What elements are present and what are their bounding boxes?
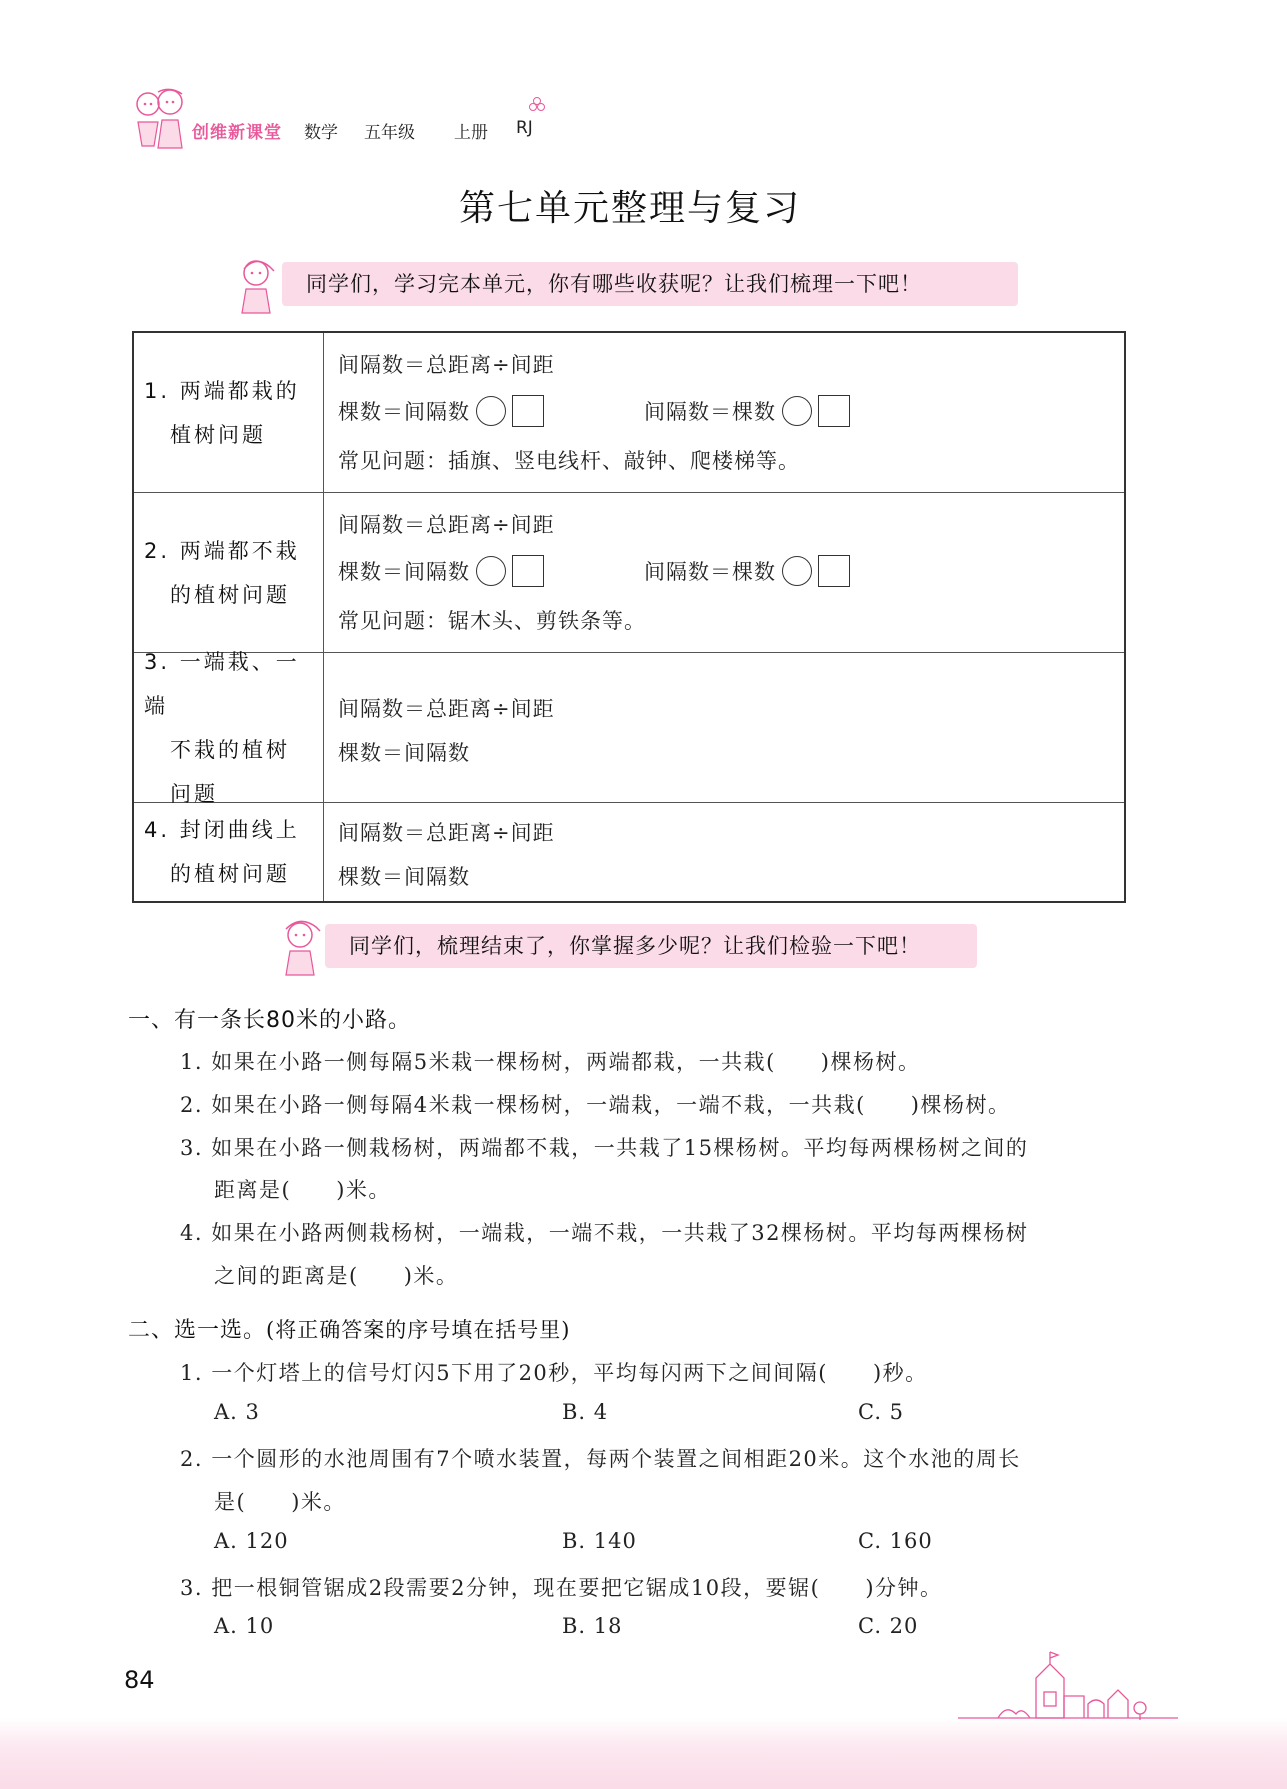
number-blank[interactable] (512, 395, 544, 427)
row-heading-line: 2. 两端都不栽 (144, 538, 300, 563)
formula-interval-count: 间隔数＝总距离÷间距 (338, 513, 555, 537)
intro-banner (282, 262, 1018, 306)
row-heading-line: 植树问题 (170, 422, 266, 447)
option-a[interactable]: A. 120 (214, 1529, 289, 1553)
option-c[interactable]: C. 5 (858, 1400, 905, 1424)
row-heading (134, 803, 324, 901)
question-text: 3. 如果在小路一侧栽杨树，两端都不栽，一共栽了15棵杨树。平均每两棵杨树之间的 (180, 1136, 1029, 1160)
page-header (128, 86, 558, 158)
question-text: 2. 如果在小路一侧每隔4米栽一棵杨树，一端栽，一端不栽，一共栽( )棵杨树。 (180, 1093, 1011, 1117)
formula-tree-count: 棵数＝间隔数 (338, 741, 470, 765)
question-text: 1. 如果在小路一侧每隔5米栽一棵杨树，两端都栽，一共栽( )棵杨树。 (180, 1050, 921, 1074)
formula-interval-count: 间隔数＝总距离÷间距 (338, 353, 555, 377)
edition-label: RJ (516, 118, 533, 138)
student-mascot-icon (276, 917, 326, 981)
option-b[interactable]: B. 140 (562, 1529, 637, 1553)
table-row (134, 333, 1124, 493)
row-heading-line: 问题 (170, 781, 218, 806)
operator-blank[interactable] (782, 556, 812, 586)
formula-tree-count: 棵数＝间隔数 (338, 865, 470, 889)
formula-interval-count: 间隔数＝总距离÷间距 (338, 821, 555, 845)
kids-mascot-icon (128, 86, 190, 156)
question-text: 距离是( )米。 (214, 1178, 391, 1202)
row-heading (134, 333, 324, 492)
operator-blank[interactable] (782, 396, 812, 426)
common-problems: 常见问题：锯木头、剪铁条等。 (338, 609, 646, 633)
castle-decoration-icon (958, 1644, 1178, 1724)
section-heading-text: 二、选一选。 (128, 1318, 267, 1343)
check-banner (325, 924, 977, 968)
row-heading (134, 493, 324, 652)
table-row (134, 803, 1124, 901)
option-a[interactable]: A. 10 (214, 1614, 275, 1638)
formula-text: 间隔数＝棵数 (644, 400, 776, 424)
footer-band (0, 1718, 1287, 1789)
operator-blank[interactable] (476, 556, 506, 586)
row-heading-line: 1. 两端都栽的 (144, 378, 300, 403)
question-text: 是( )米。 (214, 1490, 346, 1514)
question-text: 1. 一个灯塔上的信号灯闪5下用了20秒，平均每闪两下之间间隔( )秒。 (180, 1361, 928, 1385)
row-heading-line: 的植树问题 (170, 862, 290, 886)
page-number: 84 (124, 1666, 155, 1694)
question-text: 之间的距离是( )米。 (214, 1264, 459, 1288)
subject-label: 数学 (304, 123, 338, 143)
option-a[interactable]: A. 3 (214, 1400, 260, 1424)
option-b[interactable]: B. 18 (562, 1614, 623, 1638)
grade-label: 五年级 (364, 123, 415, 143)
number-blank[interactable] (818, 395, 850, 427)
formula-text: 棵数＝间隔数 (338, 560, 470, 584)
volume-label: 上册 (454, 123, 488, 143)
number-blank[interactable] (512, 555, 544, 587)
row-heading-line: 不栽的植树 (170, 737, 290, 762)
section-note: (将正确答案的序号填在括号里) (266, 1318, 571, 1342)
table-row (134, 493, 1124, 653)
option-c[interactable]: C. 20 (858, 1614, 919, 1638)
student-mascot-icon (232, 255, 282, 319)
page-title: 第七单元整理与复习 (458, 188, 801, 229)
formula-tree-count (338, 395, 544, 427)
row-heading (134, 649, 324, 806)
formula-interval-from-trees (644, 555, 850, 587)
common-problems: 常见问题：插旗、竖电线杆、敲钟、爬楼梯等。 (338, 449, 800, 473)
flower-icon (528, 96, 546, 114)
formula-interval-from-trees (644, 395, 850, 427)
section-heading: 一、有一条长80米的小路。 (128, 1008, 411, 1033)
formula-text: 棵数＝间隔数 (338, 400, 470, 424)
formula-text: 间隔数＝棵数 (644, 560, 776, 584)
check-banner-text: 同学们，梳理结束了，你掌握多少呢？让我们检验一下吧！ (349, 934, 921, 958)
question-text: 3. 把一根铜管锯成2段需要2分钟，现在要把它锯成10段，要锯( )分钟。 (180, 1576, 943, 1600)
row-heading-line: 4. 封闭曲线上 (144, 818, 300, 842)
section-heading (128, 1313, 570, 1344)
summary-table (132, 331, 1126, 903)
intro-banner-text: 同学们，学习完本单元，你有哪些收获呢？让我们梳理一下吧！ (306, 272, 922, 296)
option-c[interactable]: C. 160 (858, 1529, 933, 1553)
question-text: 2. 一个圆形的水池周围有7个喷水装置，每两个装置之间相距20米。这个水池的周长 (180, 1447, 1021, 1471)
number-blank[interactable] (818, 555, 850, 587)
formula-interval-count: 间隔数＝总距离÷间距 (338, 697, 555, 721)
table-row (134, 649, 1124, 806)
row-heading-line: 3. 一端栽、一端 (144, 649, 300, 718)
operator-blank[interactable] (476, 396, 506, 426)
brand-name: 创维新课堂 (192, 123, 282, 143)
question-text: 4. 如果在小路两侧栽杨树，一端栽，一端不栽，一共栽了32棵杨树。平均每两棵杨树 (180, 1221, 1029, 1245)
option-b[interactable]: B. 4 (562, 1400, 609, 1424)
row-heading-line: 的植树问题 (170, 582, 290, 607)
formula-tree-count (338, 555, 544, 587)
